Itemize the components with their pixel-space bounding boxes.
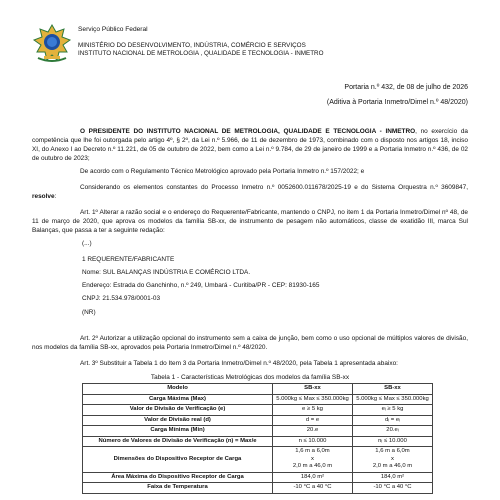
considering-2: Considerando os elementos constantes do Processo Inmetro n.º 0052600.011678/2025-19 e do Sistema Orquestra n.º 3609847, resolve: <box>32 184 468 200</box>
preamble-text: , no exercício da competência que lhe foi outorgada pelo artigo 4º, § 2º, da Lei n.º 5.966, de 11 de dezembro de 1973, combinado com o disposto nos artigos 18, inciso XI, do Anexo I ao Decreto n.º 11.221, de 05 de outubro de 2022, bem como a Lei n.º 9.784, de 29 de janeiro de 1999 e a Portaria Inmetro n.º 436, de 02 de outubro de 2023; <box>32 128 468 162</box>
article-1: Art. 1º Alterar a razão social e o endereço do Requerente/Fabricante, mantendo o CNPJ, no item 1 da Portaria Inmetro/Dimel nº 48, de 11 de março de 2020, que aprova os modelos da família SB-xx, de instrumento de pesagem não automáticos, classe de exatidão III, marca Sul Balanças, que passa a ter a seguinte redação: <box>32 209 468 234</box>
table-row <box>83 405 433 416</box>
cell: n ≤ 10.000 <box>273 436 353 447</box>
header-cell: SB-xx <box>273 384 353 395</box>
article-2: Art. 2º Autorizar a utilização opcional do instrumento sem a caixa de junção, bem como o uso opcional de múltiplos valores de divisão, nos modelos da família SB-xx, aprovados pela Portaria Inmetro/Dimel n.º 48/2020. <box>32 335 468 351</box>
cell: 1,6 m a 6,0m x 2,0 m a 46,0 m <box>273 447 353 473</box>
institute-label: INSTITUTO NACIONAL DE METROLOGIA , QUALIDADE E TECNOLOGIA - INMETRO <box>78 50 324 57</box>
cell: eᵢ ≥ 5 kg <box>353 405 433 416</box>
block-address: Endereço: Estrada do Ganchinho, n.º 249, Umbará - Curitiba/PR - CEP: 81930-165 <box>82 282 320 289</box>
portaria-title: Portaria n.º 432, de 08 de julho de 2026 <box>344 84 468 91</box>
row-label: Faixa de Temperatura <box>83 483 273 494</box>
row-label: Carga Máxima (Max) <box>83 394 273 405</box>
cell: dᵢ = eᵢ <box>353 415 433 426</box>
article-3: Art. 3º Substituir a Tabela 1 do Item 3 da Portaria Inmetro/Dimel n.º 48/2020, pela Tabela 1 apresentada abaixo: <box>80 360 398 367</box>
preamble-paragraph <box>32 127 468 163</box>
table-caption: Tabela 1 - Características Metrológicas dos modelos da família SB-xx <box>150 374 350 381</box>
table-row <box>83 426 433 437</box>
aditiva-subtitle: (Aditiva à Portaria Inmetro/Dimel n.º 48/2020) <box>326 99 468 106</box>
considering-1: De acordo com o Regulamento Técnico Metrológico aprovado pela Portaria Inmetro n.º 157/2022; e <box>80 168 365 175</box>
row-label: Área Máxima do Dispositivo Receptor de Carga <box>83 472 273 483</box>
cell: -10 °C a 40 °C <box>273 483 353 494</box>
brazil-coat-of-arms-icon <box>32 24 72 64</box>
service-label: Serviço Público Federal <box>78 26 148 33</box>
table-row <box>83 415 433 426</box>
ministry-label: MINISTÉRIO DO DESENVOLVIMENTO, INDÚSTRIA, COMÉRCIO E SERVIÇOS <box>78 42 306 49</box>
table-row <box>83 436 433 447</box>
cell: nᵢ ≤ 10.000 <box>353 436 433 447</box>
table-header-row <box>83 384 433 395</box>
block-cnpj: CNPJ: 21.534.978/0001-03 <box>82 295 161 302</box>
table-row <box>83 483 433 494</box>
cell: 5.000kg ≤ Max ≤ 350.000kg <box>353 394 433 405</box>
cell: e ≥ 5 kg <box>273 405 353 416</box>
considering-2-text: Considerando os elementos constantes do Processo Inmetro n.º 0052600.011678/2025-19 e do Sistema Orquestra n.º 3609847, <box>80 184 468 191</box>
block-heading: 1 REQUERENTE/FABRICANTE <box>82 256 175 263</box>
row-label: Dimensões do Dispositivo Receptor de Carga <box>83 447 273 473</box>
cell: 5.000kg ≤ Max ≤ 350.000kg <box>273 394 353 405</box>
row-label: Carga Mínima (Min) <box>83 426 273 437</box>
table-row <box>83 472 433 483</box>
cell: 20.e <box>273 426 353 437</box>
header-cell: SB-xx <box>353 384 433 395</box>
cell: 20.eᵢ <box>353 426 433 437</box>
block-name: Nome: SUL BALANÇAS INDÚSTRIA E COMÉRCIO LTDA. <box>82 269 251 276</box>
header-cell: Modelo <box>83 384 273 395</box>
document-header <box>32 20 472 70</box>
cell: 184,0 m² <box>353 472 433 483</box>
president-title: O PRESIDENTE DO INSTITUTO NACIONAL DE METROLOGIA, QUALIDADE E TECNOLOGIA - INMETRO <box>80 128 416 135</box>
cell: d = e <box>273 415 353 426</box>
block-ellipsis: (...) <box>82 240 92 247</box>
row-label: Valor de Divisão de Verificação (e) <box>83 405 273 416</box>
block-nr: (NR) <box>82 309 96 316</box>
cell: 1,6 m a 6,0m x 2,0 m a 46,0 m <box>353 447 433 473</box>
table-row <box>83 447 433 473</box>
row-label: Valor de Divisão real (d) <box>83 415 273 426</box>
cell: 184,0 m² <box>273 472 353 483</box>
metrological-table <box>82 383 433 494</box>
resolve-word: resolve <box>32 193 55 200</box>
table-row <box>83 394 433 405</box>
row-label: Número de Valores de Divisão de Verificação (n) = Max/e <box>83 436 273 447</box>
cell: -10 °C a 40 °C <box>353 483 433 494</box>
